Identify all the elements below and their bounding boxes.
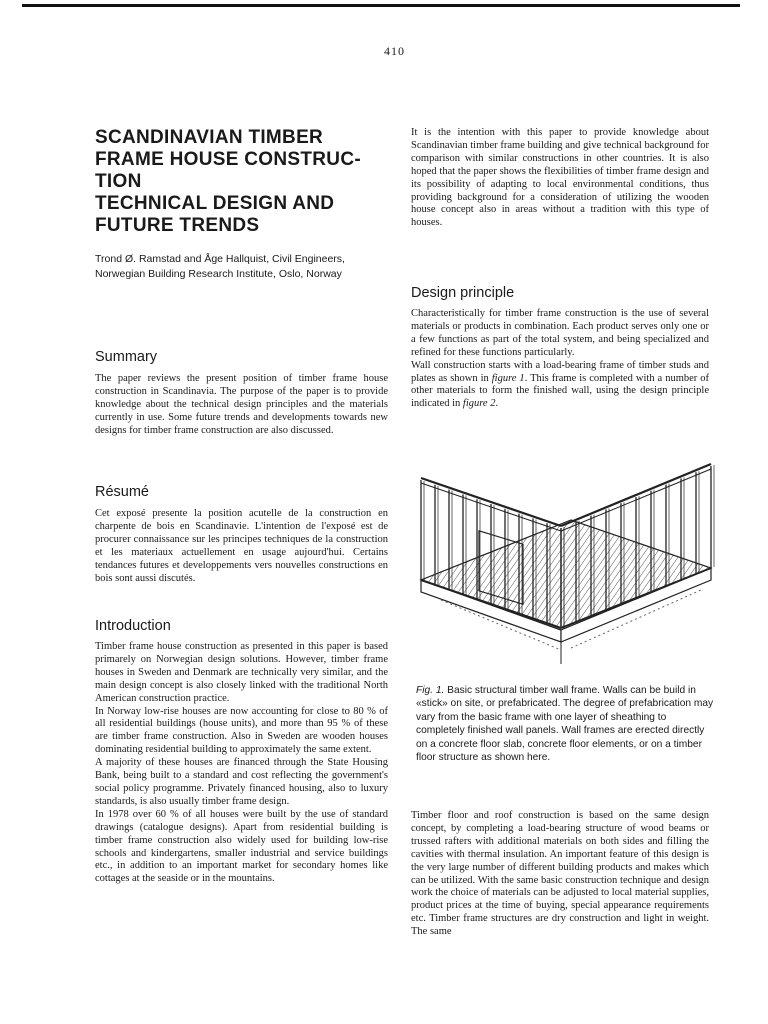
resume-heading: Résumé	[95, 484, 149, 500]
figure-caption	[416, 684, 714, 764]
paragraph	[411, 360, 709, 412]
paragraph: Characteristically for timber frame construction is the use of several materials or products in combination. Each product serves only one or a few functions as part of the total system, and being specialized and refined for these functions particularly.	[411, 308, 709, 358]
authors-line: Trond Ø. Ramstad and Åge Hallquist, Civil Engineers,	[95, 253, 345, 265]
intention-text: It is the intention with this paper to provide knowledge about Scandinavian timber frame building and give technical background for comparison with similar constructions in other countries. It is also hoped that the paper shows the flexibilities of timber frame design and its possibility of adapting to local environmental conditions, thus providing background for a consideration of utilizing the wooden house concept also in areas without a tradition with this type of houses.	[411, 127, 709, 229]
title-line: FUTURE TRENDS	[95, 215, 260, 236]
paragraph: In 1978 over 60 % of all houses were built by the use of standard drawings (catalogue designs). Apart from residential building is timber frame construction also widely used for building low-rise schools and kindergartens, smaller industrial and service buildings etc., in addition to an important market for secondary homes like cottages at the seaside or in the mountains.	[95, 808, 388, 885]
text-run: . This frame is completed with a number of other materials to form the finished wall, using the design principle indicated in	[411, 372, 710, 410]
text-run: Wall construction starts with a load-bearing frame of timber studs and plates as shown in	[411, 359, 709, 384]
introduction-text	[95, 641, 388, 886]
design-principle-heading: Design principle	[411, 285, 515, 301]
text-run: .	[495, 398, 499, 410]
authors	[95, 252, 395, 282]
timber-wall-frame-figure	[411, 450, 721, 674]
paper-title	[95, 127, 395, 237]
figure-label: Fig. 1.	[416, 685, 445, 696]
summary-text: The paper reviews the present position of timber frame house construction in Scandinavia. The purpose of the paper is to provide knowledge about the technical design principles and the materials currently in use. Some future trends and developments towards new designs for timber frame construction are also discussed.	[95, 373, 388, 436]
paragraph: A majority of these houses are financed through the State Housing Bank, being built to a standard and cost reflecting the government's social policy programme. Privately financed housing, also to luxury standards, is also usually timber frame design.	[95, 757, 388, 807]
authors-line: Norwegian Building Research Institute, Oslo, Norway	[95, 268, 342, 280]
paragraph: In Norway low-rise houses are now accounting for close to 80 % of all residential buildings (house units), and more than 95 % of these are timber frame construction. Also in Sweden are wooden houses dominating residential building to approximately the same extent.	[95, 705, 388, 756]
title-line: TION	[95, 171, 142, 192]
figure-reference: figure 1	[491, 372, 525, 384]
summary-heading: Summary	[95, 349, 158, 365]
resume-text: Cet exposé presente la position acutelle de la construction en charpente de bois en Scandinavie. L'intention de l'exposé est de procurer connaissance sur les principes techniques de la construction et les materiaux actuellement en usage aujourd'hui. Certains tendances futures et developpements vers nouvelles constructions en bois sont aussi discutés.	[95, 508, 388, 584]
title-line: SCANDINAVIAN TIMBER	[95, 127, 324, 148]
introduction-heading: Introduction	[95, 618, 171, 634]
caption-text: Basic structural timber wall frame. Walls can be build in «stick» on site, or prefabricated. The degree of prefabrication may vary from the basic frame with one layer of sheathing to completely finished wall panels. Wall frames are erected directly on a concrete floor slab, concrete floor elements, or on a timber floor structure as shown here.	[416, 685, 714, 764]
title-line: FRAME HOUSE CONSTRUC-	[95, 149, 361, 170]
floor-roof-text: Timber floor and roof construction is based on the same design concept, by completing a load-bearing structure of wood beams or trussed rafters with additional materials on both sides and filling the cavities with thermal insulation. An important feature of this design is the very large number of different building products and makes which can be utilized. With the same basic construction technique and design work the choice of materials can be adjusted to local material supplies, product prices at the time of buying, special appearance requirements etc. Timber frame structures are dry construction and light in weight. The same	[411, 810, 709, 938]
page-number: 410	[384, 44, 405, 58]
design-principle-text	[411, 308, 709, 411]
title-line: TECHNICAL DESIGN AND	[95, 193, 335, 214]
paragraph: Timber frame house construction as presented in this paper is based primarely on Norwegian design solutions. However, timber frame houses in Sweden and Denmark are technically very similar, and the main design concept is also closely linked with the traditional North American construction practice.	[95, 641, 388, 704]
figure-reference: figure 2	[462, 398, 496, 410]
top-rule	[22, 4, 740, 7]
